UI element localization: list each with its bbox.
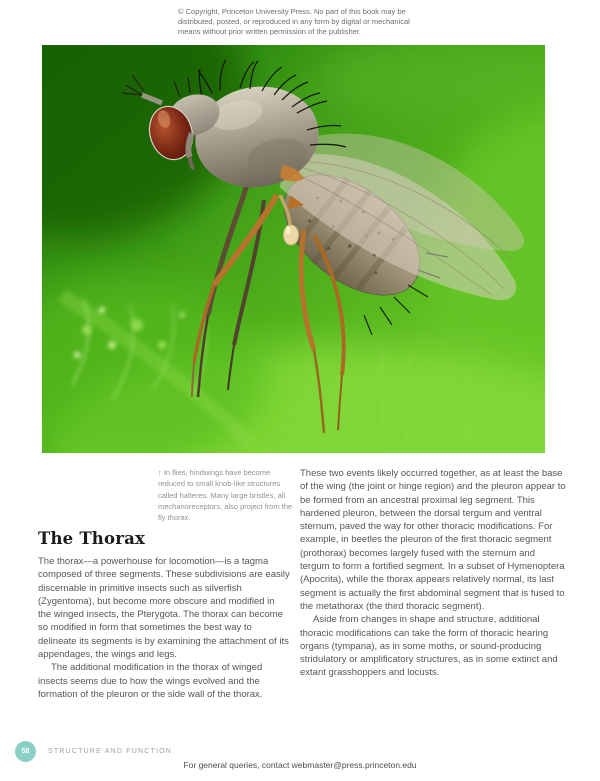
right-column (300, 467, 567, 680)
photo-caption: ↑ In flies, hindwings have become reduced to small knob-like structures called halteres. Many large bristles, all mechanoreceptors, also project from the fly thorax. (158, 468, 293, 523)
body-paragraph: The thorax—a powerhouse for locomotion—is a tagma composed of three segments. These subdivisions are easily discernable in primitive insects such as silverfish (Zygentoma), but become more obscure and modified in the winged insects, the Pterygota. The thorax can become so modified in form that sometimes the best way to delineate its segments is by examining the attachment of its appendages, the wings and legs. (38, 556, 290, 661)
copyright-line: © Copyright, Princeton University Press. No part of this book may be (178, 7, 406, 16)
body-paragraph: These two events likely occurred together, as at least the base of the wing (the joint or hinge region) and the pleuron appear to be formed from an ancestral proximal leg segment. This hardened pleuron, between the dorsal tergum and ventral sternum, paved the way for other thoracic modifications. For example, in beetles the pleuron of the first thoracic segment (prothorax) becomes largely fused with the sternum and tergum to form a fortified segment. In a subset of Hymenoptera (Apocrita), while the thorax appears relatively normal, its last segment is actually the first abdominal segment that is fused to the metathorax (the third thoracic segment). (300, 468, 566, 612)
query-contact-line (0, 760, 600, 770)
page-number-badge: 58 (15, 741, 36, 762)
copyright-line: distributed, posted, or reproduced in any form by digital or mechanical (178, 17, 410, 26)
query-contact-prefix: For general queries, contact (183, 760, 292, 770)
webmaster-email-link[interactable]: webmaster@press.princeton.edu (291, 760, 417, 770)
left-column (38, 529, 290, 701)
page-footer (15, 740, 172, 762)
section-heading: The Thorax (38, 529, 146, 548)
body-paragraph: Aside from changes in shape and structure, additional thoracic modifications can take the form of thoracic hearing organs (tympana), as in some moths, or sound-producing stridulatory or amplificatory structures, as in some extinct and extant grasshoppers and locusts. (300, 614, 558, 679)
body-paragraph: The additional modification in the thorax of winged insects seems due to how the wings evolved and the formation of the pleuron or the side wall of the thorax. (38, 662, 263, 700)
fly-photo (42, 45, 545, 453)
copyright-notice (178, 7, 438, 37)
running-section-label: STRUCTURE AND FUNCTION (48, 747, 173, 755)
copyright-line: means without prior written permission of the publisher. (178, 27, 362, 36)
